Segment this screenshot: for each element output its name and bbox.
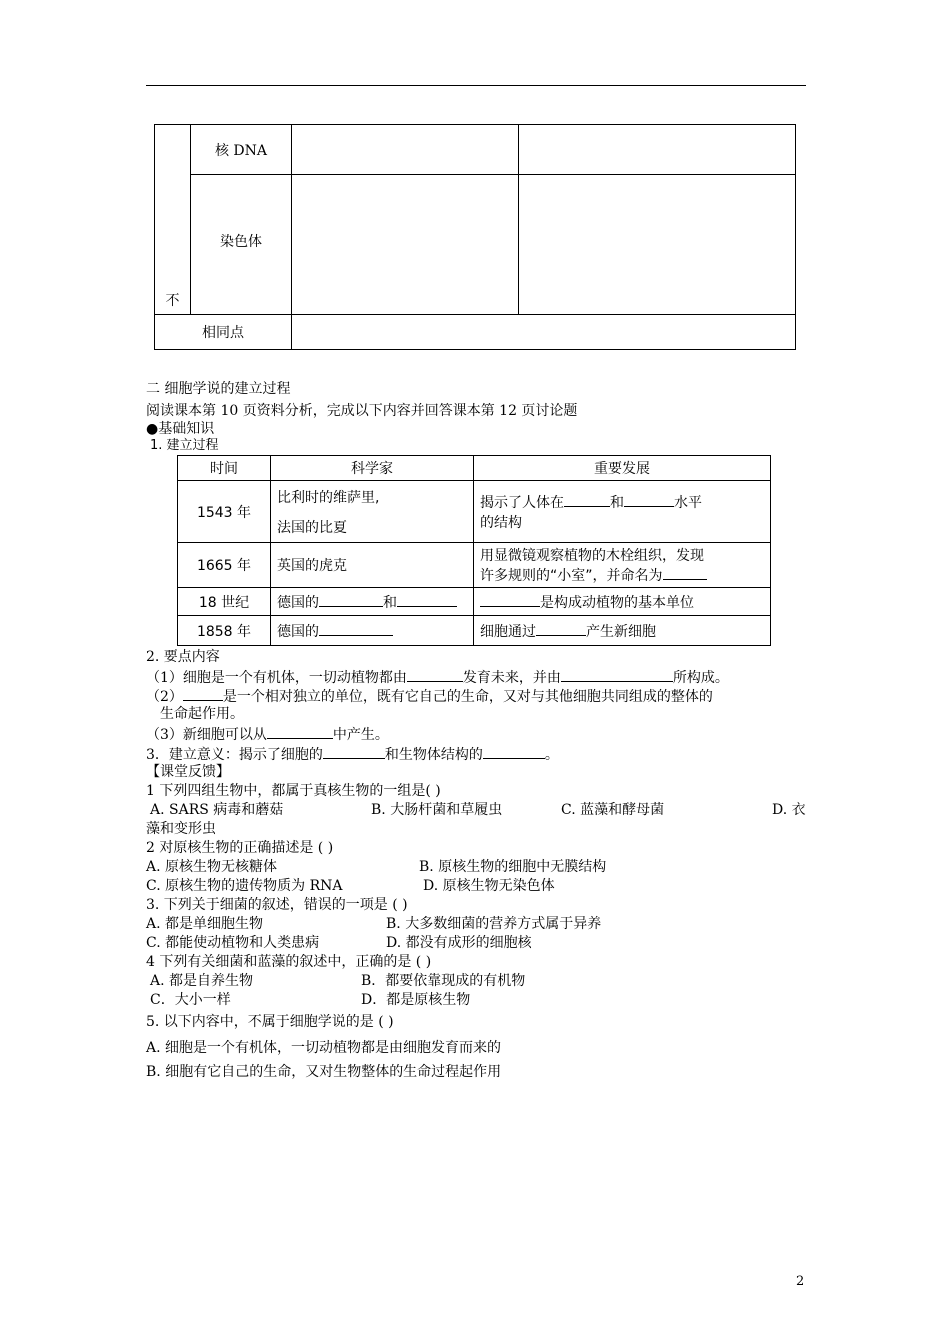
- sub3-significance: [146, 744, 559, 764]
- table-row: [178, 616, 771, 646]
- blank-line: [397, 592, 457, 607]
- blank-line: [323, 744, 385, 759]
- q1-option-d: D. 衣: [772, 802, 806, 818]
- cell-similarity: [292, 315, 796, 350]
- page-number: 2: [796, 1274, 805, 1289]
- header-scientist: 科学家: [271, 456, 474, 481]
- scientist-text: 和: [383, 594, 397, 611]
- scientist-text: 德国的: [277, 594, 319, 611]
- time-cell: 18 世纪: [178, 588, 271, 616]
- blank-line: [483, 744, 545, 759]
- development-cell: [474, 481, 771, 543]
- q1-option-c: C. 蓝藻和酵母菌: [561, 802, 665, 818]
- question-1: 1 下列四组生物中，都属于真核生物的一组是( ): [146, 783, 441, 799]
- blank-line: [407, 667, 463, 682]
- q2-option-d: D. 原核生物无染色体: [423, 878, 555, 894]
- blank-line: [624, 492, 674, 507]
- development-text: 产生新细胞: [586, 623, 656, 640]
- q1-option-a: A. SARS 病毒和蘑菇: [150, 802, 284, 818]
- question-3: 3. 下列关于细菌的叙述，错误的一项是 ( ): [146, 897, 408, 913]
- point-text: （2）: [146, 689, 183, 705]
- row-label-chromosome: 染色体: [191, 175, 292, 315]
- development-text: 用显微镜观察植物的木栓组织，发现: [480, 548, 704, 564]
- q5-option-a: A. 细胞是一个有机体，一切动植物都是由细胞发育而来的: [146, 1040, 502, 1056]
- q3-option-d: D. 都没有成形的细胞核: [386, 935, 532, 951]
- scientist-cell: [271, 481, 474, 543]
- development-text: 许多规则的“小室”，并命名为: [480, 568, 663, 584]
- sub2-label: 2. 要点内容: [146, 649, 220, 665]
- point-text: 所构成。: [672, 670, 729, 686]
- blank-line: [561, 667, 673, 682]
- sub1-label: 1. 建立过程: [150, 438, 219, 453]
- development-text: 水平: [674, 494, 702, 511]
- blank-line: [319, 592, 383, 607]
- development-text: 揭示了人体在: [480, 494, 564, 511]
- q1-option-b: B. 大肠杆菌和草履虫: [371, 802, 503, 818]
- development-cell: [474, 543, 771, 588]
- blank-line: [663, 565, 707, 580]
- blank-line: [480, 592, 540, 607]
- feedback-title: 【课堂反馈】: [146, 764, 230, 780]
- cell-chromosome-2: [519, 175, 796, 315]
- blank-line: [564, 492, 610, 507]
- q3-option-a: A. 都是单细胞生物: [146, 916, 264, 932]
- scientist-cell: [271, 588, 474, 616]
- header-rule: [146, 85, 806, 86]
- row-label-similarity: 相同点: [155, 315, 292, 350]
- q4-option-d: D．都是原核生物: [361, 992, 471, 1008]
- section2-heading: 二 细胞学说的建立过程: [146, 381, 291, 397]
- blank-line: [536, 621, 586, 636]
- blank-line: [267, 724, 333, 739]
- scientist-text: 法国的比夏: [277, 519, 347, 536]
- development-cell: [474, 588, 771, 616]
- development-text: 和: [610, 494, 624, 511]
- cell-chromosome-1: [292, 175, 519, 315]
- point-text: 是一个相对独立的单位，既有它自己的生命，又对与其他细胞共同组成的整体的: [222, 689, 713, 705]
- section2-instruction: 阅读课本第 10 页资料分析，完成以下内容并回答课本第 12 页讨论题: [146, 403, 578, 419]
- time-cell: 1858 年: [178, 616, 271, 646]
- point-text: （1）细胞是一个有机体，一切动植物都由: [146, 670, 407, 686]
- history-table: [177, 455, 771, 646]
- scientist-cell: [271, 616, 474, 646]
- side-label: 不: [165, 293, 180, 309]
- scientist-text: 德国的: [277, 623, 319, 640]
- q4-option-a: A. 都是自养生物: [150, 973, 254, 989]
- q3-option-c: C. 都能使动植物和人类患病: [146, 935, 320, 951]
- cell-dna-2: [519, 125, 796, 175]
- point-text: 发育未来，并由: [462, 670, 561, 686]
- basic-knowledge-label: ●基础知识: [146, 421, 215, 437]
- side-label-cell: [155, 125, 191, 315]
- comparison-table: [154, 124, 796, 350]
- point-text: 3．建立意义：揭示了细胞的: [146, 747, 323, 763]
- header-time: 时间: [178, 456, 271, 481]
- point-text: （3）新细胞可以从: [146, 727, 267, 743]
- q1-option-d-cont: 藻和变形虫: [146, 821, 216, 837]
- scientist-text: 比利时的维萨里,: [277, 489, 380, 506]
- point-2: [146, 686, 713, 706]
- development-cell: [474, 616, 771, 646]
- time-cell: 1543 年: [178, 481, 271, 543]
- q4-option-c: C．大小一样: [150, 992, 231, 1008]
- table-row: [178, 481, 771, 543]
- table-row: [178, 543, 771, 588]
- point-text: 中产生。: [332, 727, 389, 743]
- q2-option-b: B. 原核生物的细胞中无膜结构: [419, 859, 607, 875]
- blank-line: [183, 686, 223, 701]
- q4-option-b: B．都要依靠现成的有机物: [361, 973, 526, 989]
- development-text: 的结构: [480, 514, 522, 531]
- question-2: 2 对原核生物的正确描述是 ( ): [146, 840, 334, 856]
- scientist-cell: 英国的虎克: [271, 543, 474, 588]
- header-development: 重要发展: [474, 456, 771, 481]
- question-4: 4 下列有关细菌和蓝藻的叙述中，正确的是 ( ): [146, 954, 432, 970]
- point-text: 。: [544, 747, 559, 763]
- cell-dna-1: [292, 125, 519, 175]
- point-text: 和生物体结构的: [384, 747, 483, 763]
- blank-line: [319, 621, 393, 636]
- row-label-dna: 核 DNA: [191, 125, 292, 175]
- table-row: [178, 588, 771, 616]
- development-text: 细胞通过: [480, 623, 536, 640]
- development-text: 是构成动植物的基本单位: [540, 594, 694, 611]
- point-3: [146, 724, 389, 744]
- q2-option-c: C. 原核生物的遗传物质为 RNA: [146, 878, 343, 894]
- time-cell: 1665 年: [178, 543, 271, 588]
- q2-option-a: A. 原核生物无核糖体: [146, 859, 278, 875]
- q3-option-b: B. 大多数细菌的营养方式属于异养: [386, 916, 602, 932]
- q5-option-b: B. 细胞有它自己的生命，又对生物整体的生命过程起作用: [146, 1064, 502, 1080]
- point-2-cont: 生命起作用。: [160, 706, 244, 722]
- question-5: 5. 以下内容中，不属于细胞学说的是 ( ): [146, 1014, 394, 1030]
- point-1: [146, 667, 729, 687]
